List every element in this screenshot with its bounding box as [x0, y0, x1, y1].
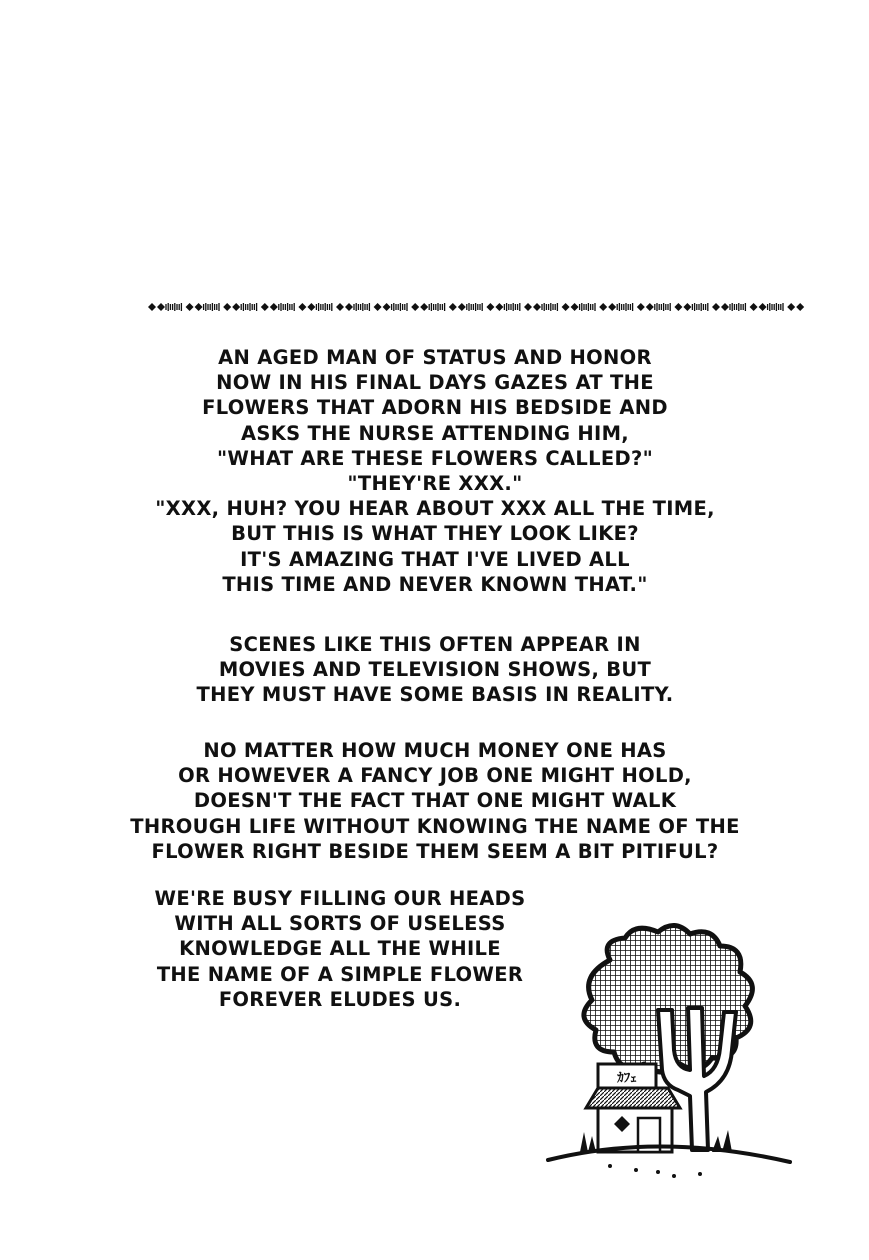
paragraph-3 [80, 738, 790, 864]
text-line: FLOWERS THAT ADORN HIS BEDSIDE AND [202, 396, 668, 420]
paragraph-1 [80, 345, 790, 597]
text-line: "WHAT ARE THESE FLOWERS CALLED?" [216, 446, 654, 470]
text-line: THEY MUST HAVE SOME BASIS IN REALITY. [196, 683, 674, 707]
text-line: "THEY'RE XXX." [347, 472, 523, 496]
text-line: NO MATTER HOW MUCH MONEY ONE HAS [203, 739, 667, 762]
text-line: BUT THIS IS WHAT THEY LOOK LIKE? [231, 522, 639, 546]
shop-roof [586, 1088, 680, 1108]
text-line: DOESN'T THE FACT THAT ONE MIGHT WALK [193, 789, 677, 813]
ornamental-divider [146, 300, 806, 314]
text-line: WE'RE BUSY FILLING OUR HEADS [154, 887, 526, 910]
text-line: IT'S AMAZING THAT I'VE LIVED ALL [240, 547, 630, 571]
text-line: SCENES LIKE THIS OFTEN APPEAR IN [229, 633, 641, 656]
ground-dots [608, 1164, 702, 1178]
text-line: THE NAME OF A SIMPLE FLOWER [156, 962, 524, 986]
text-line: ASKS THE NURSE ATTENDING HIM, [240, 421, 630, 445]
shop-sign-text: ｶﾌｪ [617, 1071, 637, 1086]
text-line: FLOWER RIGHT BESIDE THEM SEEM A BIT PITIFUL? [151, 839, 719, 863]
paragraph-4 [120, 886, 560, 1012]
text-line: THROUGH LIFE WITHOUT KNOWING THE NAME OF THE [130, 814, 740, 838]
paragraph-2 [80, 632, 790, 708]
text-line: KNOWLEDGE ALL THE WHILE [179, 937, 501, 961]
text-line: WITH ALL SORTS OF USELESS [174, 912, 506, 936]
tree-and-shop-illustration [540, 920, 800, 1190]
text-line: NOW IN HIS FINAL DAYS GAZES AT THE [216, 371, 654, 395]
text-line: THIS TIME AND NEVER KNOWN THAT." [222, 572, 648, 596]
text-line: MOVIES AND TELEVISION SHOWS, BUT [218, 658, 652, 682]
text-line: OR HOWEVER A FANCY JOB ONE MIGHT HOLD, [178, 764, 692, 788]
text-line: AN AGED MAN OF STATUS AND HONOR [218, 346, 652, 369]
text-line: FOREVER ELUDES US. [218, 987, 462, 1011]
grass-left [580, 1132, 596, 1152]
text-line: "XXX, HUH? YOU HEAR ABOUT XXX ALL THE TIME, [155, 497, 715, 521]
